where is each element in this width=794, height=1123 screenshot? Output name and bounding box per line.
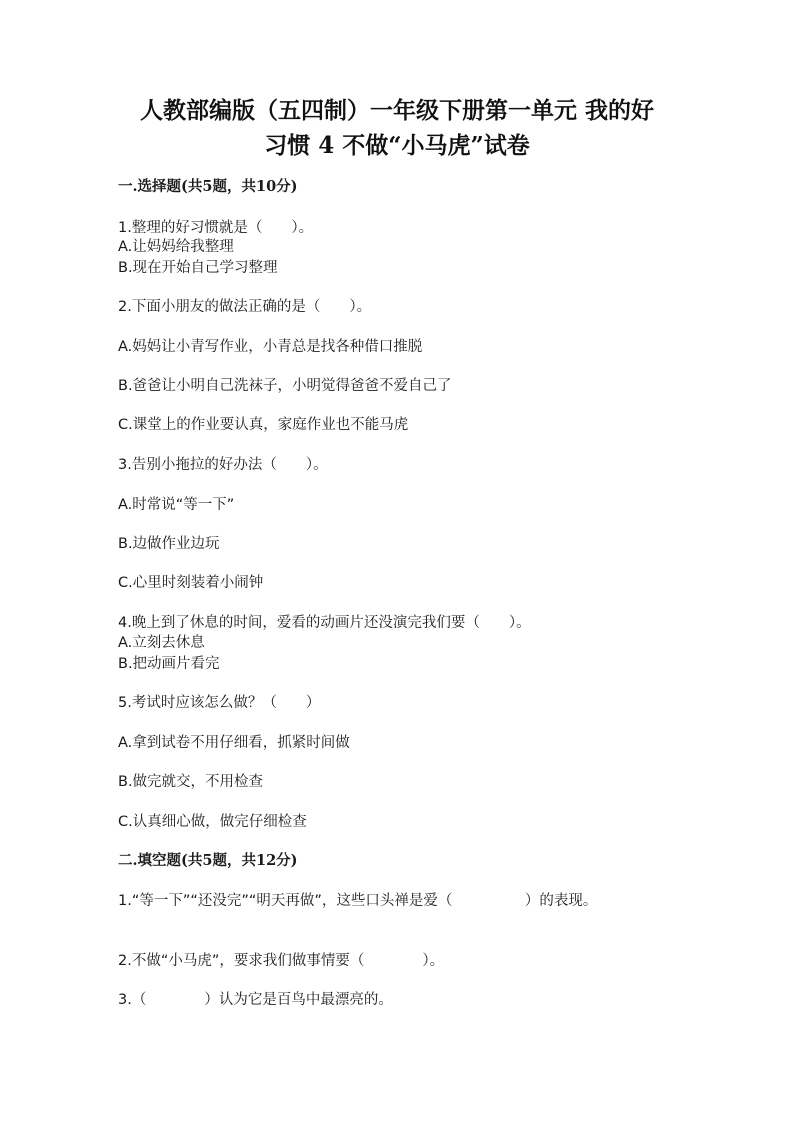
question-option: C.认真细心做，做完仔细检查 xyxy=(118,814,307,830)
question-stem: 4.晚上到了休息的时间，爱看的动画片还没演完我们要（ ）。 xyxy=(118,615,531,631)
section-heading-fill-blank: 二.填空题(共5题，共12分) xyxy=(118,852,298,869)
question-option: A.立刻去休息 xyxy=(118,635,205,651)
question-option: A.拿到试卷不用仔细看，抓紧时间做 xyxy=(118,735,350,751)
section-heading-choice: 一.选择题(共5题，共10分) xyxy=(118,178,298,195)
question-option: B.边做作业边玩 xyxy=(118,536,220,552)
question-stem: 5.考试时应该怎么做？（ ） xyxy=(118,695,321,711)
question-stem: 3.（ ）认为它是百鸟中最漂亮的。 xyxy=(118,992,393,1008)
question-option: B.把动画片看完 xyxy=(118,656,220,672)
question-stem: 3.告别小拖拉的好办法（ ）。 xyxy=(118,457,328,473)
question-option: C.心里时刻装着小闹钟 xyxy=(118,575,264,591)
document-title-line-1: 人教部编版（五四制）一年级下册第一单元 我的好 xyxy=(139,97,654,124)
question-option: B.爸爸让小明自己洗袜子，小明觉得爸爸不爱自己了 xyxy=(118,378,452,394)
question-option: C.课堂上的作业要认真，家庭作业也不能马虎 xyxy=(118,417,409,433)
question-stem: 1.整理的好习惯就是（ ）。 xyxy=(118,220,314,236)
question-stem: 2.下面小朋友的做法正确的是（ ）。 xyxy=(118,299,372,315)
document-title-line-2: 习惯 4 不做“小马虎”试卷 xyxy=(264,132,530,159)
question-option: A.让妈妈给我整理 xyxy=(118,239,234,255)
question-option: A.时常说“等一下” xyxy=(118,497,235,513)
question-option: B.做完就交，不用检查 xyxy=(118,774,264,790)
question-stem: 2.不做“小马虎”，要求我们做事情要（ ）。 xyxy=(118,953,445,969)
question-option: B.现在开始自己学习整理 xyxy=(118,260,278,276)
question-stem: 1.“等一下”“还没完”“明天再做”，这些口头禅是爱（ ）的表现。 xyxy=(118,893,598,909)
question-option: A.妈妈让小青写作业，小青总是找各种借口推脱 xyxy=(118,339,423,355)
